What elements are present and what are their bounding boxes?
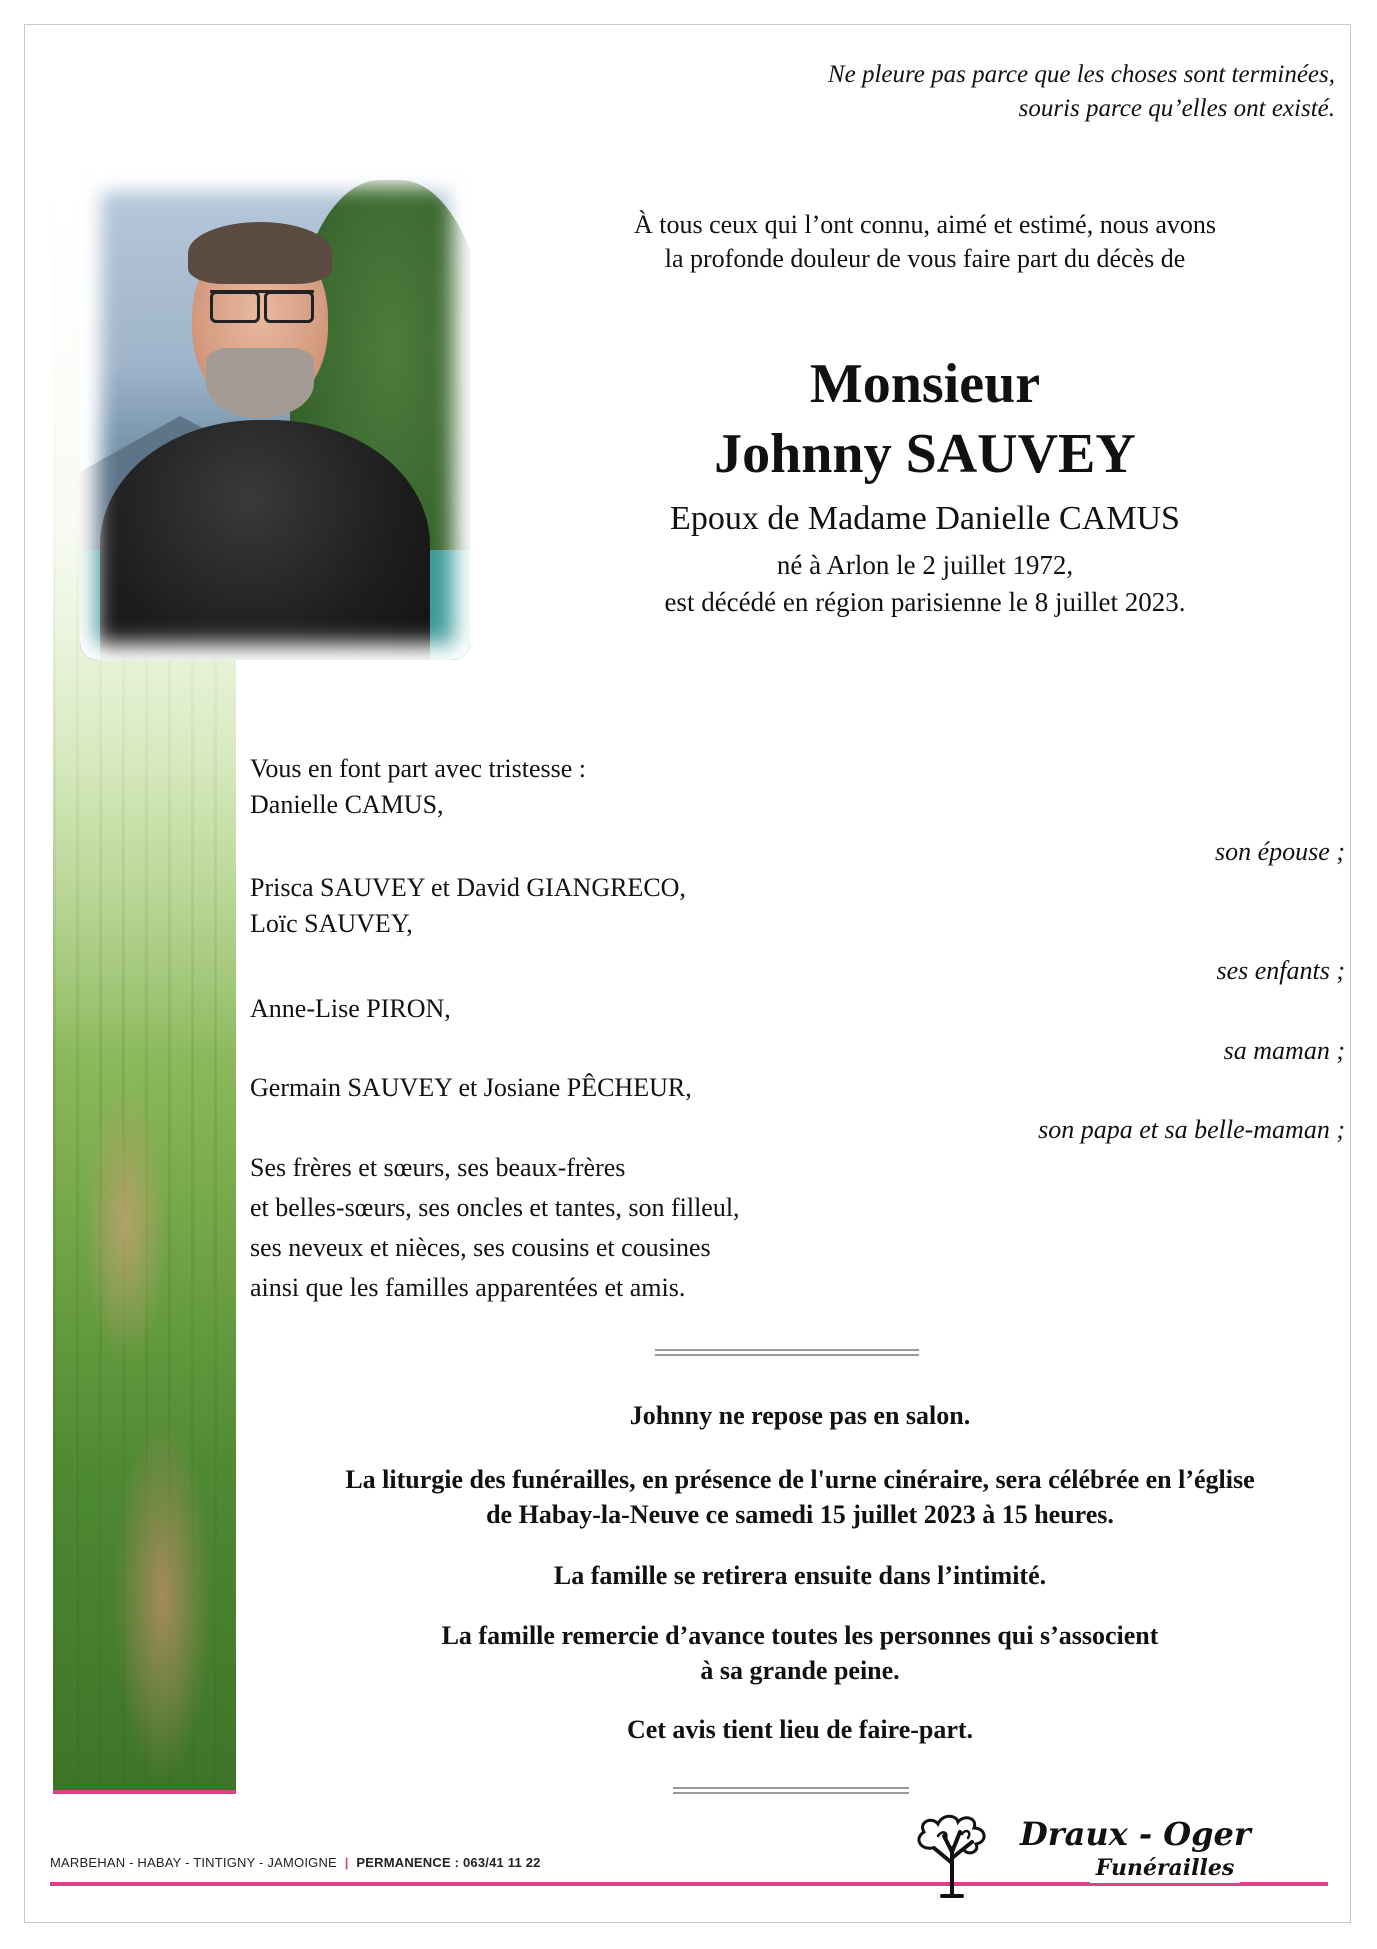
salon-notice: Johnny ne repose pas en salon.: [629, 1401, 971, 1430]
family-others-line: ainsi que les familles apparentées et amis.: [250, 1273, 686, 1302]
epigraph-quote: [635, 58, 1335, 126]
brand-name: Draux - Oger: [1020, 1815, 1251, 1853]
section-divider: [655, 1349, 919, 1356]
announcement-intro: [560, 208, 1290, 276]
portrait-photo: [80, 170, 470, 660]
spouse-line: Epoux de Madame Danielle CAMUS: [670, 500, 1180, 537]
family-intro: Vous en font part avec tristesse :: [250, 754, 586, 783]
footer-separator: |: [344, 1855, 349, 1870]
thanks-line-2: à sa grande peine.: [700, 1656, 900, 1685]
footer-locations: MARBEHAN - HABAY - TINTIGNY - JAMOIGNE: [50, 1855, 337, 1870]
family-name: Danielle CAMUS,: [250, 790, 444, 819]
tree-logo-icon: [902, 1808, 1002, 1898]
family-role: son papa et sa belle-maman ;: [1038, 1115, 1345, 1144]
thanks-line-1: La famille remercie d’avance toutes les personnes qui s’associent: [441, 1621, 1159, 1650]
quote-line-2: souris parce qu’elles ont existé.: [1018, 95, 1335, 122]
family-others-line: Ses frères et sœurs, ses beaux-frères: [250, 1153, 626, 1182]
liturgy-line-2: de Habay-la-Neuve ce samedi 15 juillet 2023 à 15 heures.: [486, 1500, 1114, 1529]
intro-line-2: la profonde douleur de vous faire part du décès de: [664, 244, 1186, 273]
brand-subtitle: Funérailles: [1090, 1853, 1240, 1883]
liturgy-notice: [250, 1462, 1350, 1532]
quote-line-1: Ne pleure pas parce que les choses sont terminées,: [827, 61, 1335, 88]
family-name: Prisca SAUVEY et David GIANGRECO,: [250, 873, 686, 902]
family-others-line: ses neveux et nièces, ses cousins et cousines: [250, 1233, 711, 1262]
intimacy-notice: La famille se retirera ensuite dans l’intimité.: [553, 1561, 1047, 1590]
footer-contact: [50, 1855, 541, 1870]
intro-line-1: À tous ceux qui l’ont connu, aimé et estimé, nous avons: [633, 210, 1216, 239]
family-role: sa maman ;: [1223, 1036, 1345, 1065]
forest-accent-bar: [53, 1790, 236, 1794]
faire-part-notice: Cet avis tient lieu de faire-part.: [626, 1715, 974, 1744]
deceased-civility: Monsieur: [809, 353, 1041, 415]
deceased-name: Johnny SAUVEY: [714, 423, 1136, 485]
footer-permanence: PERMANENCE : 063/41 11 22: [356, 1855, 541, 1870]
family-others-line: et belles-sœurs, ses oncles et tantes, son filleul,: [250, 1193, 740, 1222]
death-line: est décédé en région parisienne le 8 juillet 2023.: [664, 587, 1186, 617]
section-divider: [673, 1787, 909, 1794]
family-name: Loïc SAUVEY,: [250, 909, 413, 938]
family-name: Anne-Lise PIRON,: [250, 994, 451, 1023]
family-name: Germain SAUVEY et Josiane PÊCHEUR,: [250, 1073, 692, 1102]
birth-line: né à Arlon le 2 juillet 1972,: [776, 550, 1074, 580]
family-role: son épouse ;: [1215, 837, 1345, 866]
thanks-notice: [250, 1618, 1350, 1688]
family-role: ses enfants ;: [1216, 956, 1345, 985]
liturgy-line-1: La liturgie des funérailles, en présence de l'urne cinéraire, sera célébrée en l’église: [345, 1465, 1255, 1494]
funeral-home-brand: [1020, 1815, 1320, 1883]
